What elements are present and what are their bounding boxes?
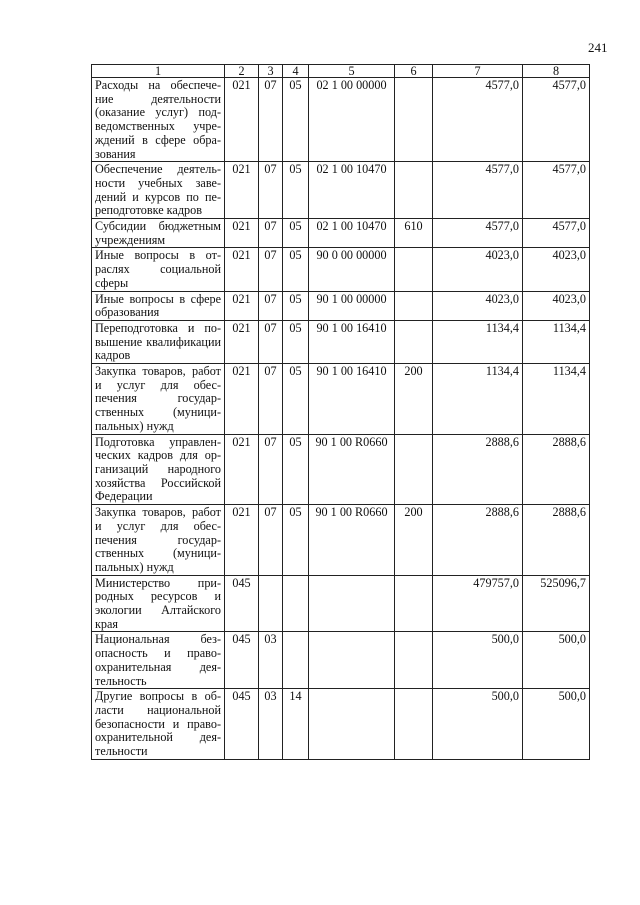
ministry-code-cell: 021 (225, 248, 259, 291)
subsection-code-cell: 05 (283, 219, 309, 248)
column-header: 8 (523, 65, 590, 78)
ministry-code-cell: 045 (225, 689, 259, 760)
amount-year1-cell: 4023,0 (433, 248, 523, 291)
amount-year1-cell: 500,0 (433, 689, 523, 760)
amount-year2-cell: 4577,0 (523, 219, 590, 248)
amount-year1-cell: 2888,6 (433, 505, 523, 576)
table-row (92, 632, 590, 689)
section-code-cell: 07 (259, 248, 283, 291)
section-code-cell (259, 575, 283, 632)
item-name-cell: Закупка товаров, работ и услуг для обеспечения государственных (муниципальных) нужд (92, 364, 225, 435)
table-row (92, 689, 590, 760)
ministry-code-cell: 021 (225, 162, 259, 219)
column-header: 1 (92, 65, 225, 78)
target-code-cell: 90 1 00 R0660 (309, 434, 395, 505)
amount-year2-cell: 2888,6 (523, 505, 590, 576)
amount-year2-cell: 4577,0 (523, 162, 590, 219)
amount-year1-cell: 1134,4 (433, 364, 523, 435)
column-header: 4 (283, 65, 309, 78)
table-row (92, 162, 590, 219)
item-name-cell: Национальная безопасность и правоохранительная деятельность (92, 632, 225, 689)
ministry-code-cell: 021 (225, 364, 259, 435)
table-row (92, 320, 590, 363)
amount-year2-cell: 500,0 (523, 689, 590, 760)
ministry-code-cell: 021 (225, 291, 259, 320)
ministry-code-cell: 045 (225, 575, 259, 632)
section-code-cell: 03 (259, 632, 283, 689)
amount-year1-cell: 4023,0 (433, 291, 523, 320)
target-code-cell: 90 1 00 16410 (309, 364, 395, 435)
table-row (92, 78, 590, 162)
table-header-row (92, 65, 590, 78)
section-code-cell: 07 (259, 434, 283, 505)
section-code-cell: 07 (259, 505, 283, 576)
target-code-cell: 90 1 00 16410 (309, 320, 395, 363)
amount-year1-cell: 2888,6 (433, 434, 523, 505)
ministry-code-cell: 045 (225, 632, 259, 689)
amount-year2-cell: 4023,0 (523, 248, 590, 291)
expense-kind-cell (395, 162, 433, 219)
column-header: 2 (225, 65, 259, 78)
table-row (92, 291, 590, 320)
amount-year1-cell: 4577,0 (433, 219, 523, 248)
subsection-code-cell: 05 (283, 291, 309, 320)
section-code-cell: 07 (259, 364, 283, 435)
expense-kind-cell (395, 434, 433, 505)
item-name-cell: Переподготовка и повышение квалификации кадров (92, 320, 225, 363)
amount-year1-cell: 4577,0 (433, 78, 523, 162)
section-code-cell: 07 (259, 291, 283, 320)
amount-year2-cell: 4577,0 (523, 78, 590, 162)
subsection-code-cell (283, 575, 309, 632)
item-name-cell: Министерство природных ресурсов и экологии Алтайского края (92, 575, 225, 632)
subsection-code-cell: 05 (283, 162, 309, 219)
page-number: 241 (588, 40, 608, 55)
expense-kind-cell (395, 632, 433, 689)
column-header: 6 (395, 65, 433, 78)
section-code-cell: 07 (259, 162, 283, 219)
expense-kind-cell: 200 (395, 364, 433, 435)
target-code-cell: 90 1 00 R0660 (309, 505, 395, 576)
item-name-cell: Закупка товаров, работ и услуг для обеспечения государственных (муниципальных) нужд (92, 505, 225, 576)
subsection-code-cell: 05 (283, 364, 309, 435)
column-header: 5 (309, 65, 395, 78)
item-name-cell: Другие вопросы в области национальной безопасности и правоохранительной деятельности (92, 689, 225, 760)
expense-kind-cell: 610 (395, 219, 433, 248)
subsection-code-cell (283, 632, 309, 689)
amount-year2-cell: 1134,4 (523, 320, 590, 363)
expense-kind-cell (395, 78, 433, 162)
expense-kind-cell (395, 575, 433, 632)
column-header: 3 (259, 65, 283, 78)
target-code-cell: 02 1 00 10470 (309, 162, 395, 219)
expense-kind-cell (395, 248, 433, 291)
amount-year1-cell: 4577,0 (433, 162, 523, 219)
section-code-cell: 07 (259, 78, 283, 162)
item-name-cell: Иные вопросы в сфере образования (92, 291, 225, 320)
target-code-cell: 02 1 00 10470 (309, 219, 395, 248)
section-code-cell: 07 (259, 320, 283, 363)
amount-year2-cell: 525096,7 (523, 575, 590, 632)
section-code-cell: 07 (259, 219, 283, 248)
expense-kind-cell (395, 320, 433, 363)
amount-year2-cell: 1134,4 (523, 364, 590, 435)
amount-year2-cell: 4023,0 (523, 291, 590, 320)
amount-year1-cell: 500,0 (433, 632, 523, 689)
budget-table (91, 64, 590, 760)
target-code-cell: 02 1 00 00000 (309, 78, 395, 162)
subsection-code-cell: 05 (283, 248, 309, 291)
section-code-cell: 03 (259, 689, 283, 760)
amount-year2-cell: 2888,6 (523, 434, 590, 505)
table-row (92, 434, 590, 505)
expense-kind-cell (395, 689, 433, 760)
target-code-cell (309, 575, 395, 632)
item-name-cell: Расходы на обеспечение деятельности (оказание услуг) подведомственных учреждений в сфере образования (92, 78, 225, 162)
target-code-cell: 90 1 00 00000 (309, 291, 395, 320)
table-row (92, 505, 590, 576)
expense-kind-cell (395, 291, 433, 320)
subsection-code-cell: 05 (283, 434, 309, 505)
table-row (92, 219, 590, 248)
subsection-code-cell: 05 (283, 505, 309, 576)
table-row (92, 575, 590, 632)
ministry-code-cell: 021 (225, 78, 259, 162)
item-name-cell: Субсидии бюджетным учреждениям (92, 219, 225, 248)
subsection-code-cell: 05 (283, 78, 309, 162)
amount-year1-cell: 1134,4 (433, 320, 523, 363)
subsection-code-cell: 05 (283, 320, 309, 363)
item-name-cell: Иные вопросы в отраслях социальной сферы (92, 248, 225, 291)
table-row (92, 248, 590, 291)
item-name-cell: Подготовка управленческих кадров для организаций народного хозяйства Российской Федерации (92, 434, 225, 505)
subsection-code-cell: 14 (283, 689, 309, 760)
ministry-code-cell: 021 (225, 320, 259, 363)
ministry-code-cell: 021 (225, 434, 259, 505)
column-header: 7 (433, 65, 523, 78)
expense-kind-cell: 200 (395, 505, 433, 576)
target-code-cell (309, 689, 395, 760)
amount-year2-cell: 500,0 (523, 632, 590, 689)
target-code-cell (309, 632, 395, 689)
ministry-code-cell: 021 (225, 505, 259, 576)
target-code-cell: 90 0 00 00000 (309, 248, 395, 291)
item-name-cell: Обеспечение деятельности учебных заведений и курсов по переподготовке кадров (92, 162, 225, 219)
table-body (92, 78, 590, 760)
table-row (92, 364, 590, 435)
amount-year1-cell: 479757,0 (433, 575, 523, 632)
ministry-code-cell: 021 (225, 219, 259, 248)
